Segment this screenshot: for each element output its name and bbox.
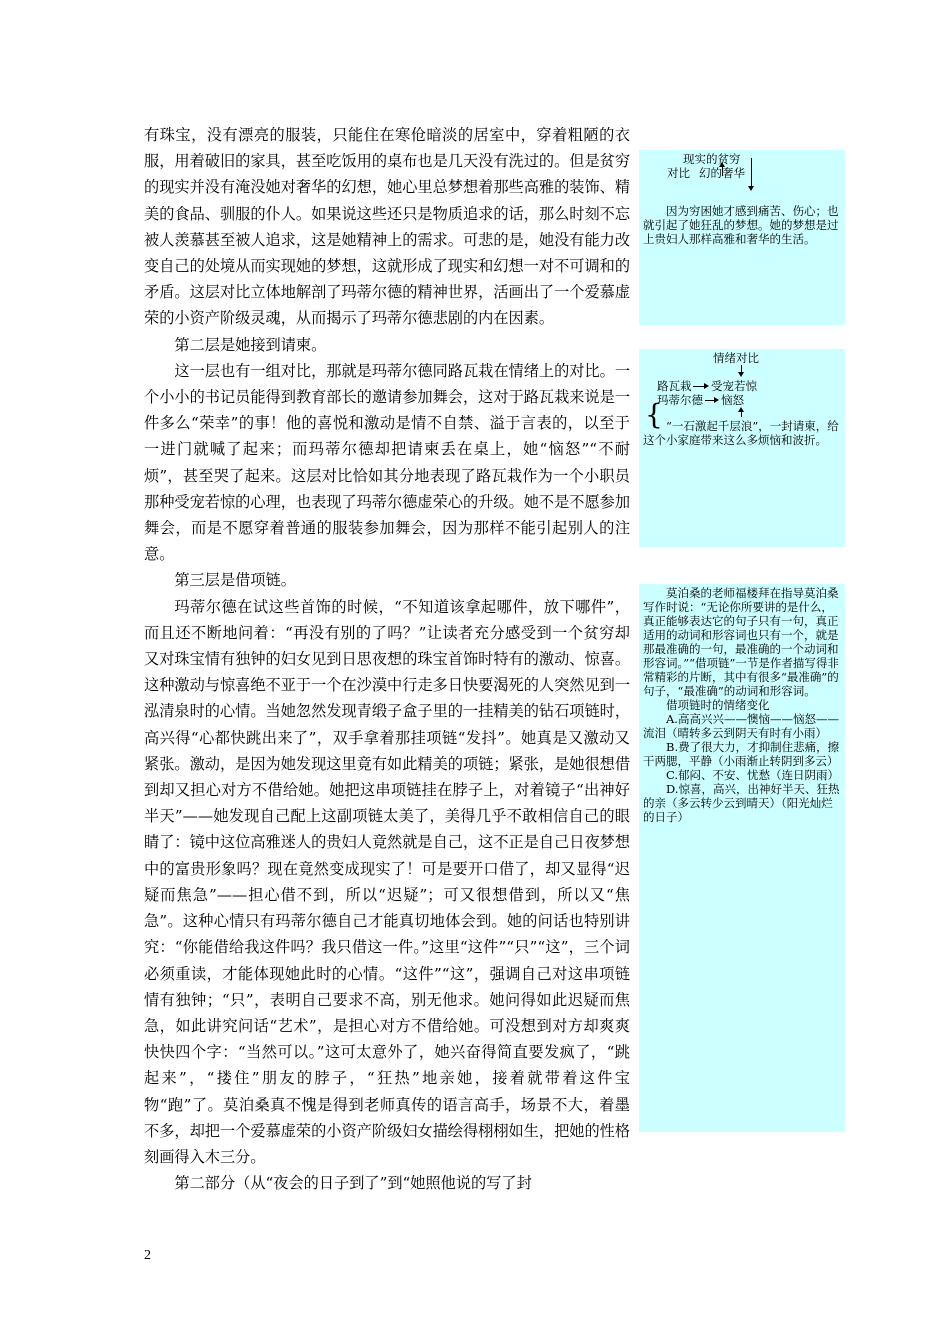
note3-paragraph: 借项链时的情绪变化 — [666, 698, 770, 712]
note1-top-label: 现实的贫穷 — [683, 152, 741, 166]
note3-paragraph: C.郁闷、不安、忧愁（连日阴雨） — [666, 768, 840, 782]
note2-title: 情绪对比 — [713, 351, 759, 365]
connector-line — [751, 158, 752, 186]
arrow-right-icon — [704, 383, 709, 389]
note3-paragraph: A.高高兴兴——懊恼——恼怒——流泪（晴转多云到阴天有时有小雨） — [643, 712, 839, 740]
note1-left-label: 对比 — [667, 166, 690, 180]
connector-line — [741, 411, 742, 417]
arrow-right-icon — [714, 397, 719, 403]
note2-row2-value: 恼怒 — [721, 393, 744, 407]
paragraph: 第三层是借项链。 — [174, 571, 296, 590]
paragraph: 第二部分（从“夜会的日子到了”到“她照他说的写了封 — [174, 1174, 532, 1193]
note2-text: “一石激起千层浪”，一封请柬，给这个小家庭带来这么多烦恼和波折。 — [643, 419, 839, 447]
paragraph: 玛蒂尔德在试这些首饰的时候，“不知道该拿起哪件，放下哪件”，而且还不断地问着：“再没有别的了吗？”让读者充分感受到一个贫穷却又对珠宝情有独钟的妇女见到日思夜想的珠宝首饰时特有的激动、惊喜。这种激动与惊喜绝不亚于一个在沙漠中行走多日快要渴死的人突然见到一泓清泉时的心情。当她忽然发现青缎子盒子里的一挂精美的钻石项链时，高兴得“心都快跳出来了”，双手拿着那挂项链“发抖”。她真是又激动又紧张。激动，是因为她发现这里竟有如此精美的项链；紧张，是她很想借到却又担心对方不借给她。她把这串项链挂在脖子上，对着镜子“出神好半天”——她发现自己配上这副项链太美了，美得几乎不敢相信自己的眼睛了：镜中这位高雅迷人的贵妇人竟然就是自己，这不正是自己日夜梦想中的富贵形象吗？现在竟然变成现实了！可是要开口借了，却又显得“迟疑而焦急”——担心借不到，所以“迟疑”；可又很想借到，所以又“焦急”。这种心情只有玛蒂尔德自己才能真切地体会到。她的问话也特别讲究：“你能借给我这件吗？我只借这一件。”这里“这件”“只”“这”，三个词必须重读，才能体现她此时的心情。“这件”“这”，强调自己对这串项链情有独钟；“只”，表明自己要求不高，别无他求。她问得如此迟疑而焦急，如此讲究问话“艺术”，是担心对方不借给她。可没想到对方却爽爽快快四个字：“当然可以。”这可太意外了，她兴奋得简直要发疯了，“跳起来”，“搂住”朋友的脖子，“狂热”地亲她，接着就带着这件宝物“跑”了。莫泊桑真不愧是得到老师真传的语言高手，场景不大，着墨不多，却把一个爱慕虚荣的小资产阶级妇女描绘得栩栩如生，把她的性格刻画得入木三分。 — [144, 597, 630, 1166]
note1-bottom-label: 幻的奢华 — [699, 166, 745, 180]
emotion-diagram — [643, 351, 841, 431]
note3-paragraph: D.惊喜，高兴，出神好半天、狂热的亲（多云转少云到晴天）（阳光灿烂的日子） — [643, 782, 840, 824]
brace-icon: { — [645, 398, 663, 431]
page-number: 2 — [144, 1248, 151, 1263]
margin-note-1 — [639, 150, 845, 325]
note3-paragraph: 莫泊桑的老师福楼拜在指导莫泊桑写作时说：“无论你所要讲的是什么，真正能够表达它的句子只有一句，真正适用的动词和形容词也只有一个，就是那最准确的一句，最准确的一个动词和形容词。”“借项链”一节是作者描写得非常精彩的片断，其中有很多“最准确”的句子，“最准确”的动词和形容词。 — [643, 586, 839, 698]
paragraph: 第二层是她接到请柬。 — [174, 335, 327, 354]
margin-note-3 — [639, 584, 845, 1132]
contrast-diagram — [643, 152, 841, 204]
paragraph: 这一层也有一组对比，那就是玛蒂尔德同路瓦栽在情绪上的对比。一个小小的书记员能得到教育部长的邀请参加舞会，这对于路瓦栽来说是一件多么“荣幸”的事！他的喜悦和激动是情不自禁、溢于言表的，以至于一进门就喊了起来；而玛蒂尔德却把请柬丢在桌上，她“恼怒”“不耐烦”，甚至哭了起来。这层对比恰如其分地表现了路瓦栽作为一个小职员那种受宠若惊的心理，也表现了玛蒂尔德虚荣心的升级。她不是不愿参加舞会，而是不愿穿着普通的服装参加舞会，因为那样不能引起别人的注意。 — [144, 361, 631, 564]
arrow-down-icon — [738, 372, 744, 377]
note2-row1-value: 受宠若惊 — [711, 379, 757, 393]
margin-note-2 — [639, 349, 845, 547]
paragraph: 有珠宝，没有漂亮的服装，只能住在寒伧暗淡的居室中，穿着粗陋的衣服，用着破旧的家具，甚至吃饭用的桌布也是几天没有洗过的。但是贫穷的现实并没有淹没她对奢华的幻想，她心里总梦想着那些高雅的装饰、精美的食品、驯服的仆人。如果说这些还只是物质追求的话，那么时刻不忘被人羡慕甚至被人追求，这是她精神上的需求。可悲的是，她没有能力改变自己的处境从而实现她的梦想，这就形成了现实和幻想一对不可调和的矛盾。这层对比立体地解剖了玛蒂尔德的精神世界，活画出了一个爱慕虚荣的小资产阶级灵魂，从而揭示了玛蒂尔德悲剧的内在因素。 — [144, 126, 630, 328]
note1-text: 因为穷困她才感到痛苦、伤心；也就引起了她狂乱的梦想。她的梦想是过上贵妇人那样高雅和奢华的生活。 — [643, 204, 839, 246]
note2-row1-name: 路瓦栽 — [657, 379, 692, 393]
note3-paragraph: B.费了很大力，才抑制住悲痛，擦干两腮，平静（小雨渐止转阴到多云） — [643, 740, 840, 768]
note2-row2-name: 玛蒂尔德 — [657, 393, 703, 407]
main-text-column — [144, 122, 630, 1196]
arrow-down-icon — [748, 186, 754, 191]
